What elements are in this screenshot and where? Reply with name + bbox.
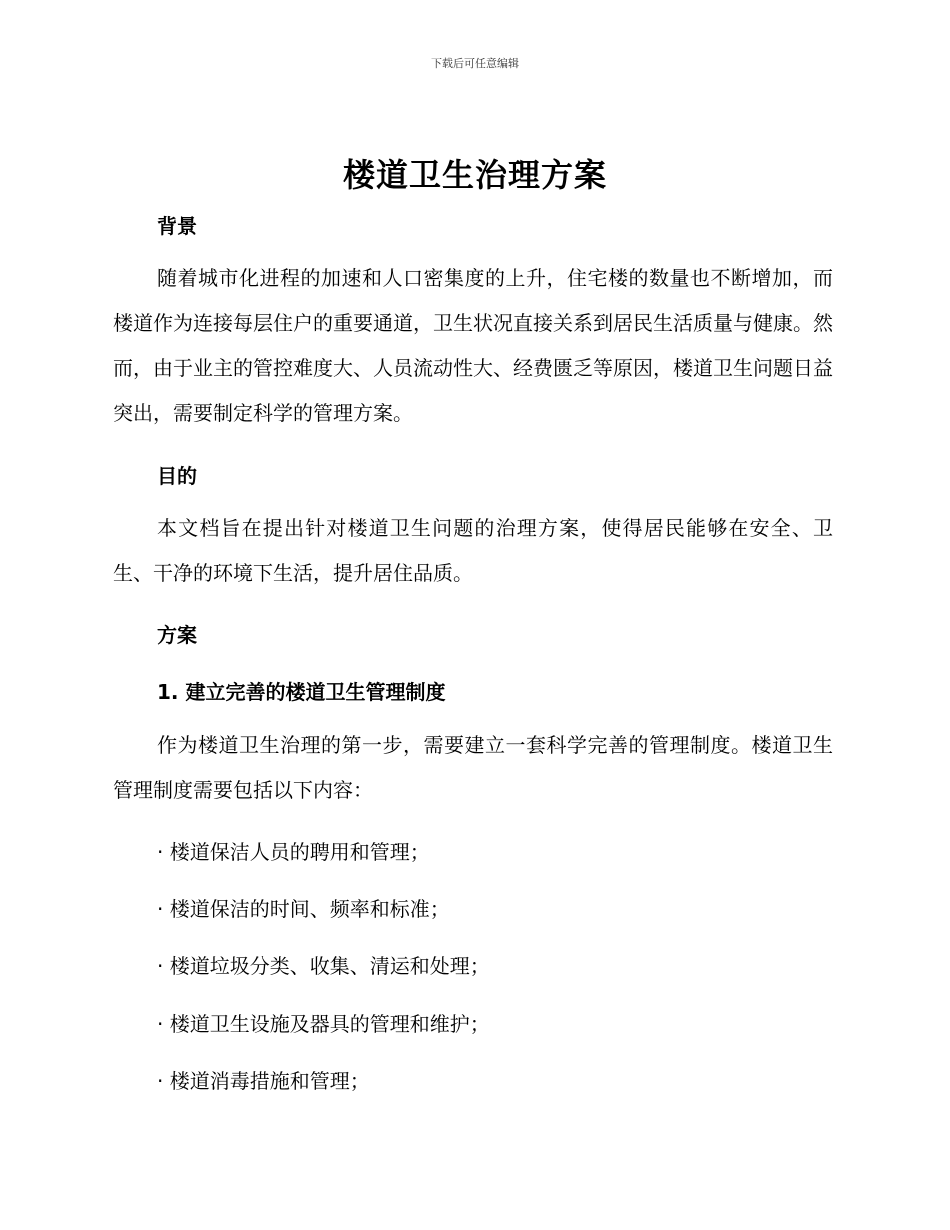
heading-plan: 方案 (157, 623, 197, 647)
list-item: · 楼道保洁的时间、频率和标准； (157, 897, 450, 921)
list-item: · 楼道垃圾分类、收集、清运和处理； (157, 954, 490, 978)
paragraph-purpose: 本文档旨在提出针对楼道卫生问题的治理方案，使得居民能够在安全、卫生、干净的环境下生活，提升居住品质。 (113, 516, 833, 585)
paragraph-plan-step-1: 作为楼道卫生治理的第一步，需要建立一套科学完善的管理制度。楼道卫生管理制度需要包括以下内容： (113, 733, 833, 802)
page-header-note: 下载后可任意编辑 (431, 57, 519, 70)
paragraph-background: 随着城市化进程的加速和人口密集度的上升，住宅楼的数量也不断增加，而楼道作为连接每层住户的重要通道，卫生状况直接关系到居民生活质量与健康。然而，由于业主的管控难度大、人员流动性大、经费匮乏等原因，楼道卫生问题日益突出，需要制定科学的管理方案。 (113, 266, 833, 425)
list-item: · 楼道卫生设施及器具的管理和维护； (157, 1012, 490, 1036)
list-item: · 楼道消毒措施和管理； (157, 1069, 370, 1093)
heading-background: 背景 (157, 214, 197, 238)
list-item: · 楼道保洁人员的聘用和管理； (157, 840, 430, 864)
document-title: 楼道卫生治理方案 (342, 156, 607, 194)
heading-plan-step-1: 1. 建立完善的楼道卫生管理制度 (157, 680, 446, 704)
heading-purpose: 目的 (157, 464, 197, 488)
